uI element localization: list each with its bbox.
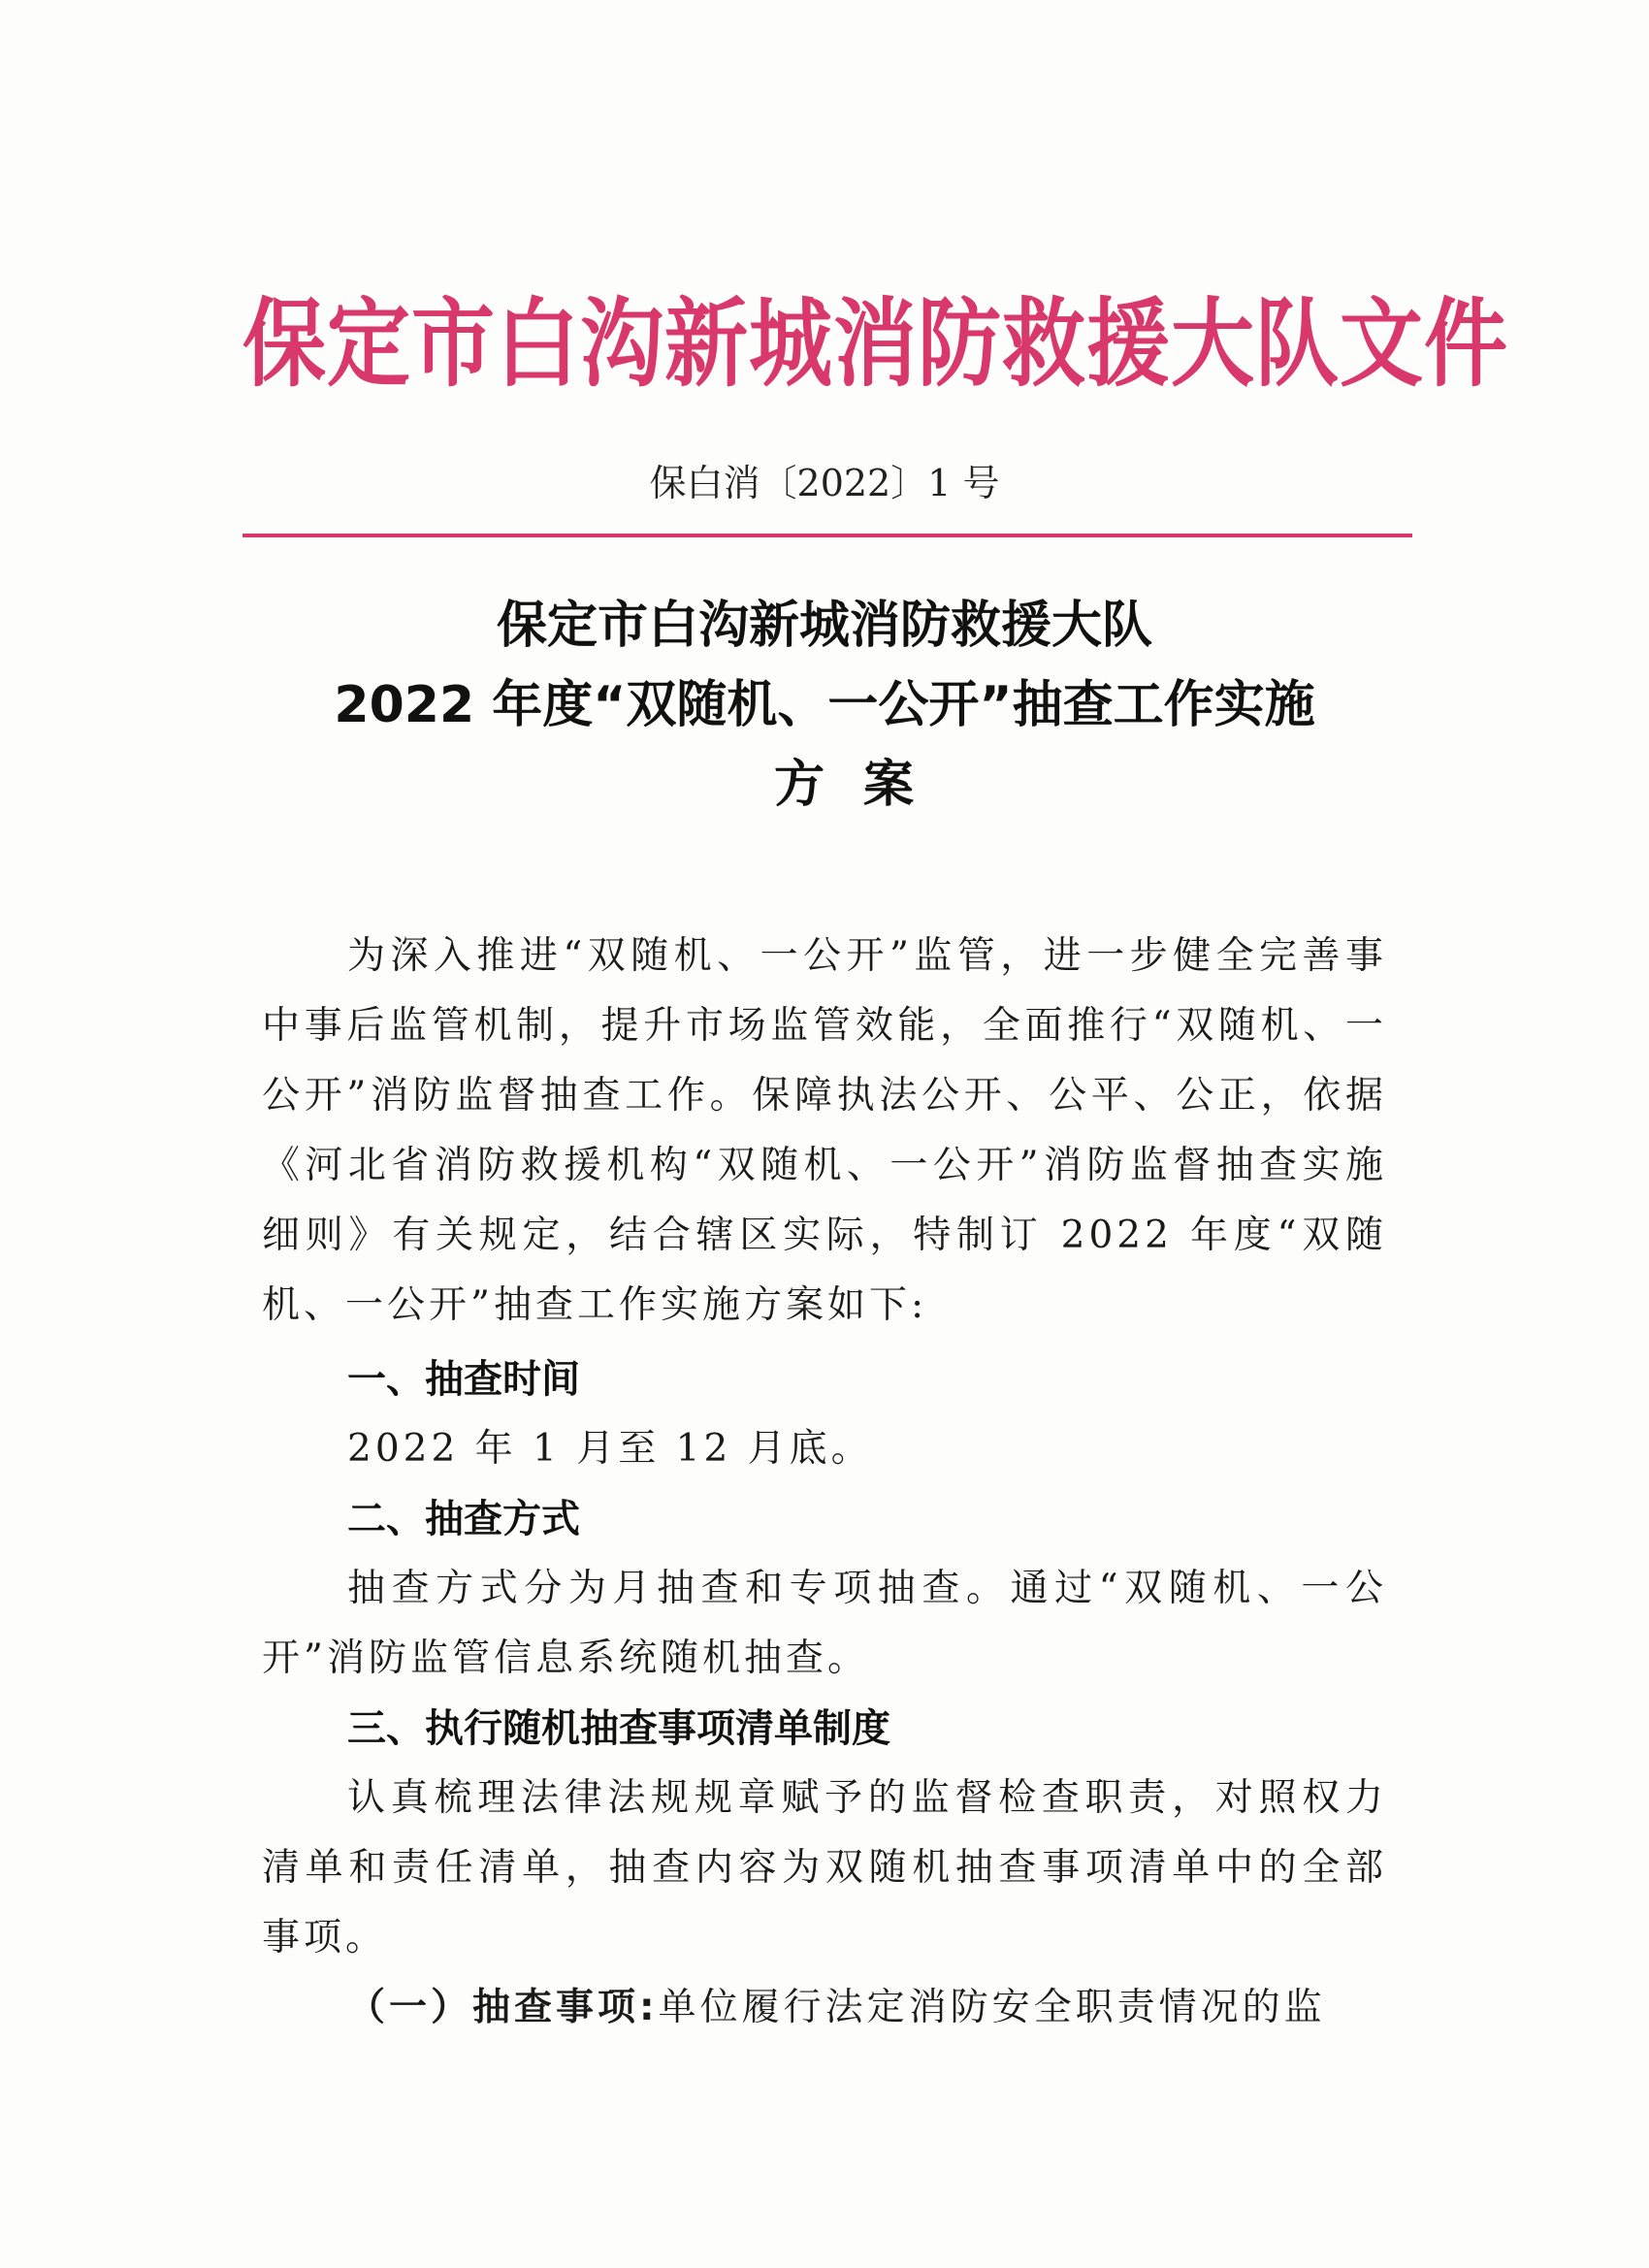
- document-title-line-1: 保定市白沟新城消防救援大队: [496, 597, 1152, 655]
- sub-item-1-text: 单位履行法定消防安全职责情况的监: [658, 1986, 1326, 2029]
- red-divider-line: [242, 534, 1412, 537]
- sub-item-1: [262, 1973, 1387, 2043]
- sub-item-1-label: （一）抽查事项:: [347, 1986, 659, 2029]
- document-number: 保白消〔2022〕1 号: [649, 462, 1000, 504]
- section-heading-2: 二、抽查方式: [347, 1497, 580, 1541]
- intro-paragraph: 为深入推进“双随机、一公开”监管，进一步健全完善事中事后监管机制，提升市场监管效能，全面推行“双随机、一公开”消防监督抽查工作。保障执法公开、公平、公正，依据《河北省消防救援机构“双随机、一公开”消防监督抽查实施细则》有关规定，结合辖区实际，特制订 2022 年度“双随机、一公开”抽查工作实施方案如下:: [262, 934, 1387, 1327]
- section-paragraph-3: 认真梳理法律法规规章赋予的监督检查职责，对照权力清单和责任清单，抽查内容为双随机抽查事项清单中的全部事项。: [262, 1776, 1387, 1960]
- org-header-title: 保定市白沟新城消防救援大队文件: [242, 287, 1508, 401]
- section-heading-1: 一、抽查时间: [347, 1357, 580, 1402]
- document-title-line-2: 2022 年度“双随机、一公开”抽查工作实施: [334, 676, 1315, 734]
- section-paragraph-1: 2022 年 1 月至 12 月底。: [347, 1427, 873, 1471]
- document-title-line-3: 方案: [773, 756, 953, 814]
- section-heading-3: 三、执行随机抽查事项清单制度: [347, 1706, 890, 1751]
- section-paragraph-2: 抽查方式分为月抽查和专项抽查。通过“双随机、一公开”消防监管信息系统随机抽查。: [262, 1567, 1387, 1680]
